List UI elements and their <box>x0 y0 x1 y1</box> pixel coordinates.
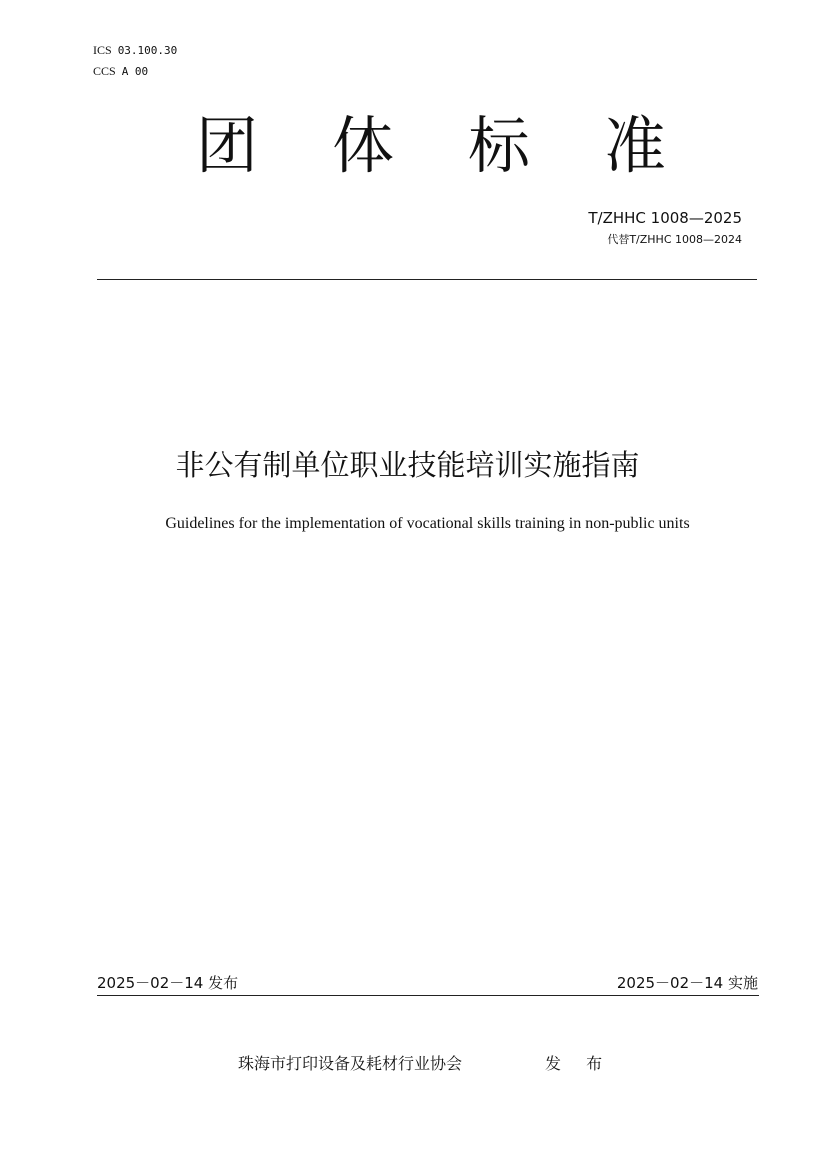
ics-code: 03.100.30 <box>117 44 178 57</box>
release-date: 2025－02－14 发布 <box>97 974 239 992</box>
title-char-2: 体 <box>331 109 394 182</box>
ics-line <box>93 40 177 61</box>
ics-label: ICS <box>93 43 112 57</box>
footer-divider <box>97 995 759 996</box>
document-category-title <box>196 106 666 186</box>
replaces-standard: 代替T/ZHHC 1008—2024 <box>607 233 742 246</box>
document-title-english: Guidelines for the implementation of vocational skills training in non-public units <box>165 515 690 532</box>
classification-codes <box>93 40 177 82</box>
title-char-4: 准 <box>603 109 666 182</box>
standard-number: T/ZHHC 1008—2025 <box>588 209 742 227</box>
ccs-code: A 00 <box>121 65 149 78</box>
ccs-line <box>93 61 177 82</box>
implementation-date: 2025－02－14 实施 <box>616 974 758 992</box>
publisher-name: 珠海市打印设备及耗材行业协会 <box>238 1054 463 1073</box>
title-char-1: 团 <box>196 109 259 182</box>
header-divider <box>97 279 757 280</box>
document-title-chinese: 非公有制单位职业技能培训实施指南 <box>175 448 640 482</box>
ccs-label: CCS <box>93 64 116 78</box>
title-char-3: 标 <box>467 109 530 182</box>
publish-label: 发 布 <box>545 1054 613 1073</box>
